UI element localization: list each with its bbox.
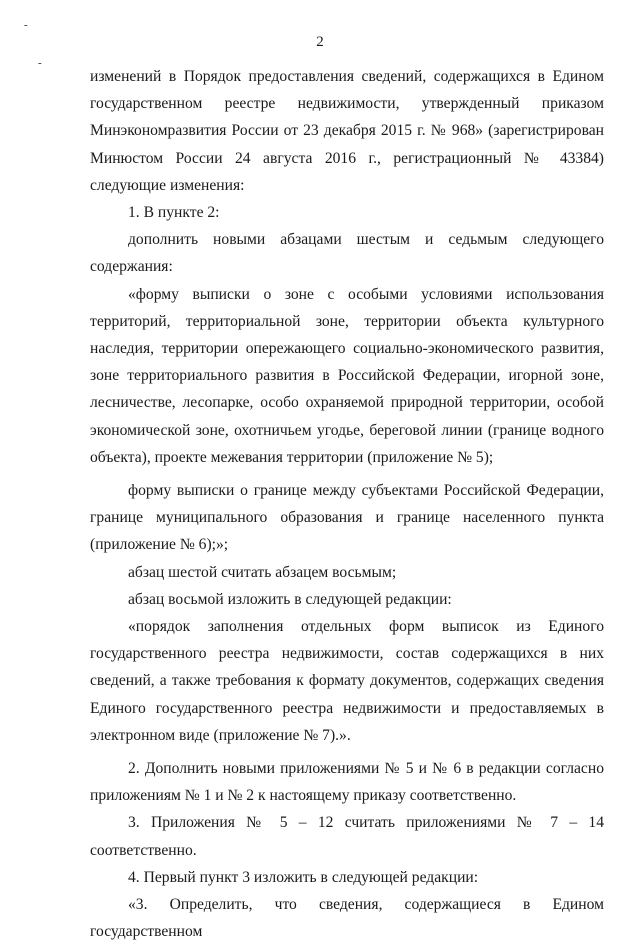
paragraph: абзац восьмой изложить в следующей редакции: — [128, 590, 452, 608]
paragraph: 4. Первый пункт 3 изложить в следующей редакции: — [128, 868, 479, 886]
margin-mark: - — [24, 19, 28, 31]
paragraph: абзац шестой считать абзацем восьмым; — [128, 563, 397, 581]
paragraph: изменений в Порядок предоставления сведений, содержащихся в Едином государственном реестре недвижимости, утвержденный приказом Минэкономразвития России от 23 декабря 2015 г. № 968» (зарегистрирован Минюстом России 24 августа 2016 г., регистрационный № 43384) следующие изменения: — [90, 68, 604, 194]
paragraph: 1. В пункте 2: — [128, 204, 220, 222]
paragraph: 3. Приложения № 5 – 12 считать приложениями № 7 – 14 соответственно. — [90, 814, 604, 859]
page-number: 2 — [316, 34, 324, 50]
document-body — [90, 63, 604, 946]
paragraph: 2. Дополнить новыми приложениями № 5 и № 6 в редакции согласно приложениям № 1 и № 2 к настоящему приказу соответственно. — [90, 760, 604, 805]
paragraph: «3. Определить, что сведения, содержащиеся в Едином государственном — [90, 896, 604, 941]
paragraph: «форму выписки о зоне с особыми условиями использования территорий, территориальной зоне, территории объекта культурного наследия, территории опережающего социально-экономического развития, зоне территориального развития в Российской Федерации, игорной зоне, лесничестве, лесопарке, особо охраняемой природной территории, особой экономической зоне, охотничьем угодье, береговой линии (границе водного объекта), проекте межевания территории (приложение № 5); — [90, 285, 604, 466]
margin-mark: - — [38, 57, 42, 69]
paragraph: «порядок заполнения отдельных форм выписок из Единого государственного реестра недвижимости, состав содержащихся в них сведений, а также требования к формату документов, содержащих сведения Единого государственного реестра недвижимости и предоставляемых в электронном виде (приложение № 7).». — [90, 618, 604, 744]
paragraph: дополнить новыми абзацами шестым и седьмым следующего содержания: — [90, 231, 604, 276]
paragraph: форму выписки о границе между субъектами Российской Федерации, границе муниципального образования и границе населенного пункта (приложение № 6);»; — [90, 482, 604, 554]
